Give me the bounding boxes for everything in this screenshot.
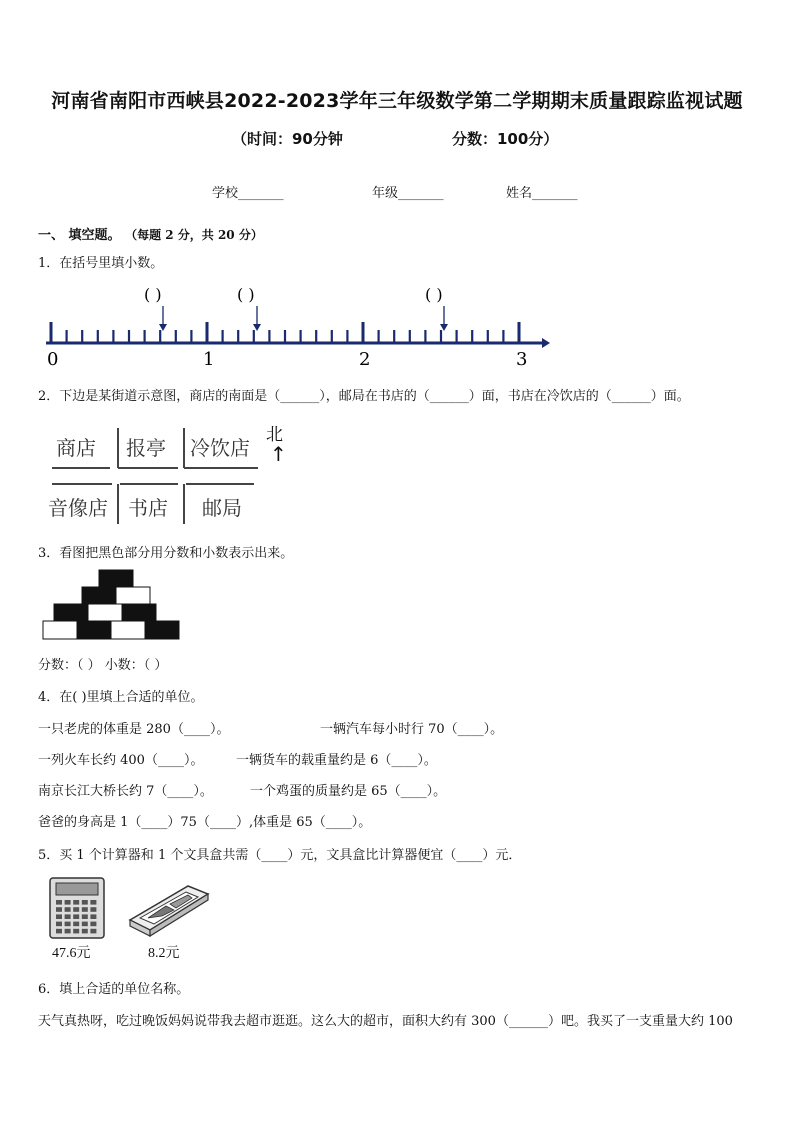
calculator-key	[90, 929, 96, 934]
map-post-office: 邮局	[202, 496, 242, 520]
map-shop: 商店	[56, 436, 96, 460]
calculator-key	[73, 922, 79, 927]
calculator-icon	[48, 876, 108, 942]
brick-pyramid	[42, 568, 182, 642]
q4-line-1b: 一辆汽车每小时行 70（____）。	[320, 722, 504, 737]
pencil-case-icon	[126, 882, 212, 940]
blank-2: ( )	[237, 285, 255, 304]
calculator-key	[82, 907, 88, 912]
question-4: 4．在( )里填上合适的单位。	[38, 690, 204, 705]
calculator-key	[90, 914, 96, 919]
calculator-key	[65, 914, 71, 919]
calculator-key	[73, 914, 79, 919]
q4-line-3a: 南京长江大桥长约 7（____）。	[38, 784, 213, 799]
map-bookstore: 书店	[128, 496, 168, 520]
calculator-key	[73, 900, 79, 905]
q3-answer: 分数：（ ） 小数：（ ）	[38, 658, 168, 673]
calculator-key	[56, 900, 62, 905]
map-cold-drink-shop: 冷饮店	[190, 436, 250, 460]
calculator-key	[56, 914, 62, 919]
question-2: 2．下边是某街道示意图，商店的南面是（______），邮局在书店的（______）面，书店在冷饮店的（______）面。	[38, 389, 690, 404]
calculator-key	[82, 922, 88, 927]
section-note: （每题 2 分，共 20 分）	[125, 228, 263, 242]
question-1: 1．在括号里填小数。	[38, 256, 164, 271]
school-field: 学校_______	[212, 186, 284, 201]
calculator-key	[82, 929, 88, 934]
label-1: 1	[203, 349, 215, 370]
label-2: 2	[359, 349, 371, 370]
calculator-key	[56, 922, 62, 927]
number-line-ticks	[51, 322, 519, 343]
question-3: 3．看图把黑色部分用分数和小数表示出来。	[38, 546, 294, 561]
name-field: 姓名_______	[506, 186, 578, 201]
q4-line-2b: 一辆货车的载重量约是 6（____）。	[236, 753, 437, 768]
calculator-key	[65, 929, 71, 934]
calculator-key	[82, 900, 88, 905]
arrow-1-head	[159, 324, 167, 331]
map-newsstand: 报亭	[126, 436, 166, 460]
number-line	[40, 280, 560, 372]
pencil-case-price: 8.2元	[148, 946, 180, 961]
calculator-key	[65, 922, 71, 927]
q6-paragraph: 天气真热呀，吃过晚饭妈妈说带我去超市逛逛。这么大的超市，面积大约有 300（______）吧。我买了一支重量大约 100	[38, 1014, 733, 1029]
north-arrow-icon: ↑	[270, 442, 287, 466]
section-heading	[38, 224, 263, 243]
map-video-shop: 音像店	[48, 496, 108, 520]
q4-line-1a: 一只老虎的体重是 280（____）。	[38, 722, 230, 737]
calculator-key	[90, 907, 96, 912]
calculator-key	[73, 929, 79, 934]
calculator-key	[56, 907, 62, 912]
street-map	[48, 422, 298, 528]
question-6: 6．填上合适的单位名称。	[38, 982, 190, 997]
label-3: 3	[516, 349, 528, 370]
q4-line-4: 爸爸的身高是 1（____）75（____）,体重是 65（____）。	[38, 815, 372, 830]
calculator-key	[90, 900, 96, 905]
grade-field: 年级_______	[372, 186, 444, 201]
exam-score: 分数：100分）	[452, 130, 559, 148]
page-title: 河南省南阳市西峡县2022-2023学年三年级数学第二学期期末质量跟踪监视试题	[51, 90, 743, 112]
exam-time: （时间：90分钟	[232, 130, 343, 148]
q4-line-3b: 一个鸡蛋的质量约是 65（____）。	[250, 784, 447, 799]
arrow-3-head	[440, 324, 448, 331]
question-5: 5．买 1 个计算器和 1 个文具盒共需（____）元，文具盒比计算器便宜（____）元．	[38, 848, 522, 863]
calculator-key	[65, 900, 71, 905]
calculator-key	[56, 929, 62, 934]
calculator-key	[65, 907, 71, 912]
q4-line-2a: 一列火车长约 400（____）。	[38, 753, 204, 768]
calculator-key	[90, 922, 96, 927]
blank-1: ( )	[144, 285, 162, 304]
calculator-key	[73, 907, 79, 912]
label-0: 0	[47, 349, 59, 370]
arrow-2-head	[253, 324, 261, 331]
blank-3: ( )	[425, 285, 443, 304]
section-title: 一、 填空题。	[38, 228, 121, 243]
calculator-key	[82, 914, 88, 919]
north-label: 北	[266, 425, 283, 445]
calculator-price: 47.6元	[52, 946, 91, 961]
number-line-arrowhead	[542, 338, 550, 348]
